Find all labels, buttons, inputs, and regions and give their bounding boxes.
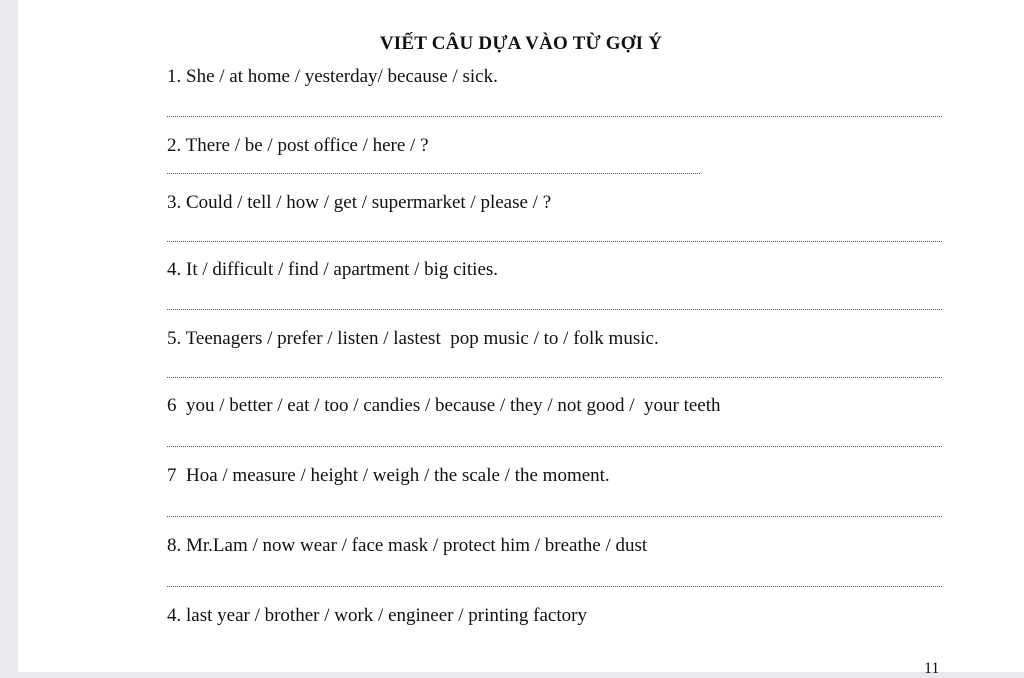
answer-line-6[interactable]: [167, 446, 942, 447]
worksheet-title: VIẾT CÂU DỰA VÀO TỪ GỢI Ý: [379, 33, 663, 54]
answer-line-4[interactable]: [167, 309, 942, 310]
answer-line-7[interactable]: [167, 516, 942, 517]
page-number: 11: [924, 660, 940, 677]
exercise-item-1: 1. She / at home / yesterday/ because / sick.: [167, 66, 498, 87]
worksheet-page: [18, 0, 1024, 677]
answer-line-3[interactable]: [167, 241, 942, 242]
answer-line-2[interactable]: [167, 173, 700, 174]
exercise-item-8: 8. Mr.Lam / now wear / face mask / protect him / breathe / dust: [167, 535, 648, 556]
exercise-item-7: 7 Hoa / measure / height / weigh / the scale / the moment.: [167, 465, 610, 486]
answer-line-1[interactable]: [167, 116, 942, 117]
exercise-item-3: 3. Could / tell / how / get / supermarket / please / ?: [167, 192, 552, 213]
exercise-item-6: 6 you / better / eat / too / candies / because / they / not good / your teeth: [167, 395, 721, 416]
exercise-item-5: 5. Teenagers / prefer / listen / lastest pop music / to / folk music.: [167, 328, 659, 349]
answer-line-5[interactable]: [167, 377, 942, 378]
exercise-item-9: 4. last year / brother / work / engineer / printing factory: [167, 605, 587, 626]
answer-line-8[interactable]: [167, 586, 942, 587]
exercise-item-4: 4. It / difficult / find / apartment / big cities.: [167, 259, 499, 280]
exercise-item-2: 2. There / be / post office / here / ?: [167, 135, 429, 156]
